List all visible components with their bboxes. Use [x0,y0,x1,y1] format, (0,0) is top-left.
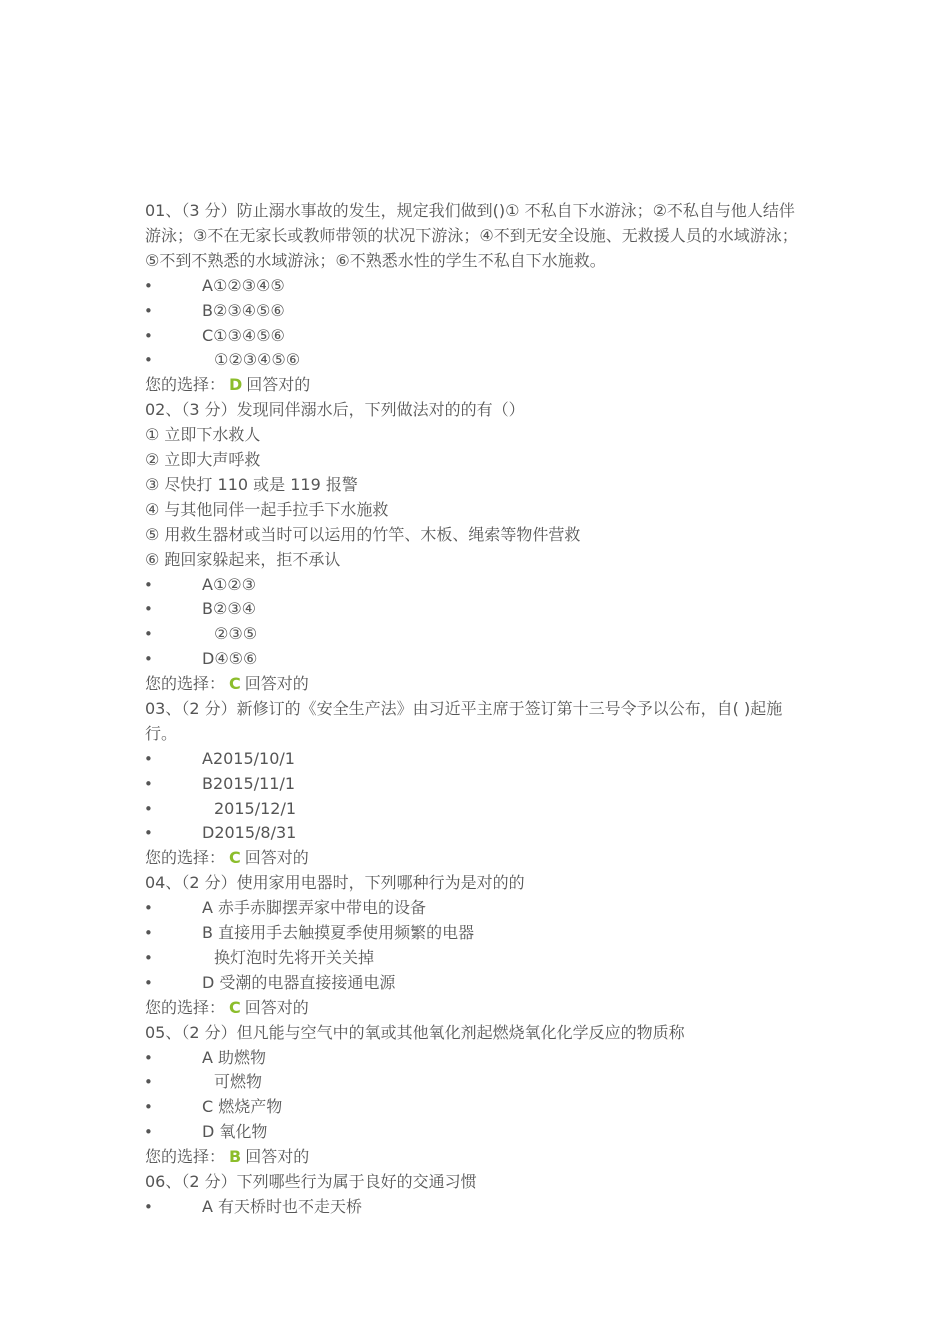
option-item[interactable] [145,299,810,324]
question-text: 但凡能与空气中的氧或其他氧化剂起燃烧氧化化学反应的物质称 [236,1022,685,1042]
option-item[interactable] [145,921,810,946]
question-number: 05、 [145,1022,182,1042]
bullet-icon: • [144,625,153,644]
option-label: A2015/10/1 [202,748,295,768]
option-item[interactable] [145,597,810,622]
question-text: 下列哪些行为属于良好的交通习惯 [236,1172,477,1192]
option-label: A 助燃物 [202,1047,267,1067]
bullet-icon: • [144,948,153,967]
option-label: 换灯泡时先将开关关掉 [214,947,375,967]
question-statement: ④ 与其他同伴一起手拉手下水施救 [145,499,389,519]
selected-answer: D [229,375,243,395]
quiz-document [145,199,810,1220]
option-item[interactable] [145,1046,810,1071]
bullet-icon: • [144,1048,153,1067]
bullet-icon: • [144,600,153,619]
question-text-line [145,1170,810,1195]
question-statement: ⑤ 用救生器材或当时可以运用的竹竿、木板、绳索等物件营救 [145,524,581,544]
bullet-icon: • [144,326,153,345]
option-label: ①②③④⑤⑥ [214,350,301,370]
bullet-icon: • [144,575,153,594]
option-label: D2015/8/31 [202,823,297,843]
option-item[interactable] [145,946,810,971]
selected-answer: B [229,1147,242,1167]
option-item[interactable] [145,1195,810,1220]
option-item[interactable] [145,971,810,996]
question-statement: ⑥ 跑回家躲起来，拒不承认 [145,549,341,569]
choice-result-line [145,672,810,697]
bullet-icon: • [144,899,153,918]
choice-label: 您的选择： [145,848,226,868]
bullet-icon: • [144,276,153,295]
bullet-icon: • [144,351,153,370]
option-label: 2015/12/1 [214,798,297,818]
question-block [145,697,810,871]
option-label: A①②③ [202,574,256,594]
question-block [145,1021,810,1170]
option-item[interactable] [145,274,810,299]
bullet-icon: • [144,924,153,943]
bullet-icon: • [144,774,153,793]
choice-label: 您的选择： [145,375,226,395]
option-item[interactable] [145,1095,810,1120]
bullet-icon: • [144,824,153,843]
bullet-icon: • [144,1123,153,1142]
question-statement: ③ 尽快打 110 或是 119 报警 [145,474,358,494]
option-item[interactable] [145,747,810,772]
option-item[interactable] [145,622,810,647]
bullet-icon: • [144,1073,153,1092]
option-label: ②③⑤ [214,624,258,644]
question-number: 06、 [145,1172,182,1192]
question-number: 03、 [145,699,182,718]
option-item[interactable] [145,573,810,598]
option-item[interactable] [145,1070,810,1095]
option-label: D④⑤⑥ [202,649,258,669]
choice-result-line [145,846,810,871]
option-label: A 有天桥时也不走天桥 [202,1196,363,1216]
option-label: B②③④⑤⑥ [202,300,285,320]
bullet-icon: • [144,1197,153,1216]
bullet-icon: • [144,799,153,818]
question-text-line [145,199,810,274]
option-label: B 直接用手去触摸夏季使用频繁的电器 [202,923,475,943]
option-item[interactable] [145,821,810,846]
result-status: 回答对的 [246,375,311,395]
question-points: （2 分） [181,1172,237,1192]
result-status: 回答对的 [244,674,309,694]
question-points: （2 分） [181,1022,237,1042]
option-item[interactable] [145,1120,810,1145]
selected-answer: C [229,997,241,1017]
question-block [145,1170,810,1220]
option-label: C①③④⑤⑥ [202,325,285,345]
bullet-icon: • [144,1098,153,1117]
question-block [145,398,810,697]
option-item[interactable] [145,348,810,373]
option-label: 可燃物 [214,1072,263,1092]
bullet-icon: • [144,973,153,992]
option-item[interactable] [145,896,810,921]
question-text-line [145,871,810,896]
choice-result-line [145,373,810,398]
choice-label: 您的选择： [145,997,226,1017]
choice-result-line [145,996,810,1021]
question-text: 防止溺水事故的发生，规定我们做到()① 不私自下水游泳；②不私自与他人结伴游泳；③不在无家长或教师带领的状况下游泳；④不到无安全设施、无救援人员的水域游泳；⑤不到不熟悉的水域游泳；⑥不熟悉水性的学生不私自下水施救。 [145,201,798,270]
question-number: 01、 [145,201,182,220]
question-block [145,871,810,1020]
question-statement: ① 立即下水救人 [145,425,261,445]
result-status: 回答对的 [244,997,309,1017]
question-number: 04、 [145,873,182,893]
option-label: C 燃烧产物 [202,1097,283,1117]
option-item[interactable] [145,324,810,349]
bullet-icon: • [144,749,153,768]
bullet-icon: • [144,301,153,320]
question-text-line [145,398,810,423]
question-points: （3 分） [181,201,237,220]
option-label: D 氧化物 [202,1122,268,1142]
choice-label: 您的选择： [145,674,226,694]
question-text: 发现同伴溺水后，下列做法对的的有（） [236,400,525,420]
selected-answer: C [229,674,241,694]
question-points: （2 分） [181,873,237,893]
question-text-line [145,1021,810,1046]
choice-label: 您的选择： [145,1147,226,1167]
question-points: （3 分） [181,400,237,420]
bullet-icon: • [144,650,153,669]
question-text: 新修订的《安全生产法》由习近平主席于签订第十三号令予以公布，自( )起施行。 [145,699,783,743]
option-label: B2015/11/1 [202,773,296,793]
option-label: A①②③④⑤ [202,275,285,295]
question-points: （2 分） [181,699,237,718]
option-label: D 受潮的电器直接接通电源 [202,972,396,992]
question-number: 02、 [145,400,182,420]
result-status: 回答对的 [244,848,309,868]
result-status: 回答对的 [245,1147,310,1167]
option-label: B②③④ [202,599,257,619]
option-item[interactable] [145,797,810,822]
question-statement: ② 立即大声呼救 [145,450,261,469]
question-text: 使用家用电器时，下列哪种行为是对的的 [236,873,525,893]
question-text-line [145,697,810,747]
option-item[interactable] [145,647,810,672]
selected-answer: C [229,848,241,868]
choice-result-line [145,1145,810,1170]
option-item[interactable] [145,772,810,797]
question-block [145,199,810,398]
option-label: A 赤手赤脚摆弄家中带电的设备 [202,898,427,918]
